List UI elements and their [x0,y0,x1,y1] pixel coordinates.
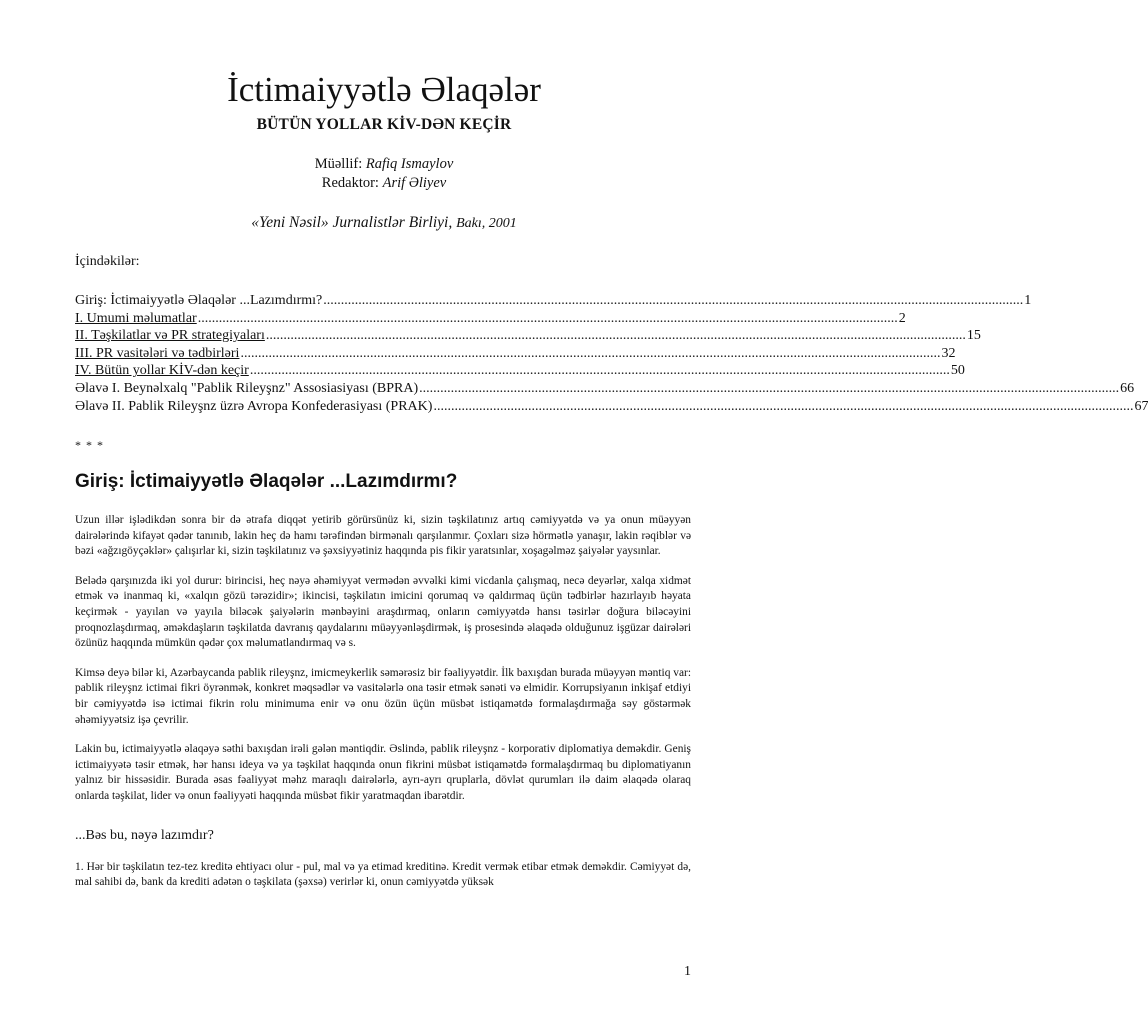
toc-item-title: Əlavə I. Beynəlxalq "Pablik Rileyşnz" Assosiasiyası (BPRA) [75,380,419,396]
author-name: Rafiq Ismaylov [365,156,454,172]
toc-leader-dots: ........................................................................................................................................................................................................ [265,328,966,344]
paragraph: Belədə qarşınızda iki yol durur: birincisi, heç nəyə əhəmiyyət vermədən əvvəlki kimi vicdanla çalışmaq, necə deyərlər, xalqa xidmət etmək və inanmaq ki, «xalqın gözü tərəzidir»; ikincisi, təşkilatın imicini qorumaq və qaldırmaq üçün tədbirlər hazırlayıb həyata keçirmək - yayılan və yayıla biləcək şaiyələrin mənbəyini araşdırmaq, onların cəmiyyətdə hansı təsirlər doğura biləcəyini proqnozlaşdırmaq, əməkdaşların təşkilatda davranış qaydalarını müəyyənləşdirmək, iş prosesində əlaqədə olduğunuz işgüzar dairələri özünüz haqqında mümkün qədər çox məlumatlandırmaq və s. [75,574,691,650]
toc-leader-dots: ........................................................................................................................................................................................................ [433,398,1134,414]
toc-item-title: III. PR vasitələri və tədbirləri [75,345,240,361]
toc-item[interactable] [75,398,1148,416]
toc-item-page: 2 [898,310,906,326]
author-line [0,156,768,173]
toc-item[interactable] [75,292,1032,310]
subheading-question: ...Bəs bu, nəyə lazımdır? [75,827,214,843]
table-of-contents [75,292,1148,415]
toc-leader-dots: ........................................................................................................................................................................................................ [249,363,950,379]
toc-leader-dots: ........................................................................................................................................................................................................ [240,345,941,361]
toc-item-title: IV. Bütün yollar KİV-dən keçir [75,363,249,379]
paragraph: Lakin bu, ictimaiyyətlə əlaqəyə səthi baxışdan irəli gələn məntiqdir. Əslində, pablik rileyşnz - korporativ diplomatiya deməkdir. Geniş ictimaiyyətə təsir etmək, hər hansı ideya və ya təşkilat haqqında onun fikrini müsbət istiqamətdə formalaşdırmaq bu diplomatiyanın yalnız bir hissəsidir. Burada əsas fəaliyyət məhz maraqlı dairələrlə, ayrı-ayrı qruplarla, dövlət qurumları ilə daim əlaqədə olaraq onlarda təşkilat, lider və onun fəaliyyəti haqqında müsbət fikir yaratmaqdan ibarətdir. [75,743,691,802]
toc-item-title: Əlavə II. Pablik Rileyşnz üzrə Avropa Konfederasiyası (PRAK) [75,398,433,414]
toc-item-title: I. Umumi məlumatlar [75,310,197,326]
toc-item[interactable] [75,362,965,380]
toc-item-page: 1 [1024,293,1032,308]
editor-name: Arif Əliyev [382,175,447,191]
section-heading: Giriş: İctimaiyyətlə Əlaqələr ...Lazımdırmı? [75,471,458,492]
publisher-line [0,214,768,232]
toc-item-page: 32 [941,345,956,361]
toc-item-page: 50 [950,363,965,379]
toc-item[interactable] [75,380,1135,398]
document-subtitle: BÜTÜN YOLLAR KİV-DƏN KEÇİR [256,116,512,133]
author-label: Müəllif: [314,156,363,172]
toc-leader-dots: ........................................................................................................................................................................................................ [323,293,1024,308]
paragraph: 1. Hər bir təşkilatın tez-tez kreditə ehtiyacı olur - pul, mal və ya etimad kreditinə. Kredit vermək etibar etmək deməkdir. Cəmiyyət də, mal sahibi də, bank da krediti adətən o təşkilata (şəxsə) verirlər ki, onun cəmiyyətdə yüksək [75,860,691,889]
toc-heading: İçindəkilər: [75,254,140,269]
toc-leader-dots: ........................................................................................................................................................................................................ [197,310,898,326]
toc-item-title: Giriş: İctimaiyyətlə Əlaqələr ...Lazımdırmı? [75,293,323,308]
body-text [75,513,691,891]
paragraph: Uzun illər işlədikdən sonra bir də ətrafa diqqət yetirib görürsünüz ki, sizin təşkilatınız artıq cəmiyyətdə və ya onun müəyyən dairələrində kifayət qədər tanınıb, lakin heç də hamı tərəfindən birmənalı qarşılanmır. Çoxları sizə hörmətlə yanaşır, lakin rəqiblər və bəzi «ağzıgöyçəklər» çalışırlar ki, sizin təşkilatınız və şəxsiyyətiniz haqqında pis fikir yaratsınlar, xoşagəlməz şaiyələr yaysınlar. [75,514,691,558]
publisher-name: «Yeni Nəsil» Jurnalistlər Birliyi, [251,214,453,231]
editor-label: Redaktor: [321,175,379,191]
section-separator: * * * [75,438,104,452]
publisher-place-year: Bakı, 2001 [456,216,517,231]
toc-item-page: 66 [1120,380,1135,396]
toc-item-title: II. Təşkilatlar və PR strategiyaları [75,328,265,344]
editor-line [0,175,768,192]
page-number: 1 [684,964,691,979]
toc-item[interactable] [75,310,906,328]
document-title: İctimaiyyətlə Əlaqələr [227,70,541,109]
paragraph: Kimsə deyə bilər ki, Azərbaycanda pablik rileyşnz, imicmeykerlik səmərəsiz bir fəaliyyətdir. İlk baxışdan burada müəyyən məntiq var: pablik rileyşnz ictimai fikri öyrənmək, konkret məqsədlər və vasitələrlə ona təsir etmək sənəti və elmidir. Korrupsiyanın inkişaf etdiyi bir cəmiyyətdə isə ictimai fikrin rolu minimuma enir və onu özün üçün müsbət istiqamətdə formalaşdırmağa səy göstərmək əhəmiyyətsiz işə çevrilir. [75,666,691,726]
toc-item[interactable] [75,345,956,363]
toc-item-page: 15 [966,328,981,344]
toc-item[interactable] [75,327,981,345]
toc-leader-dots: ........................................................................................................................................................................................................ [419,380,1120,396]
toc-item-page: 67 [1134,398,1148,414]
